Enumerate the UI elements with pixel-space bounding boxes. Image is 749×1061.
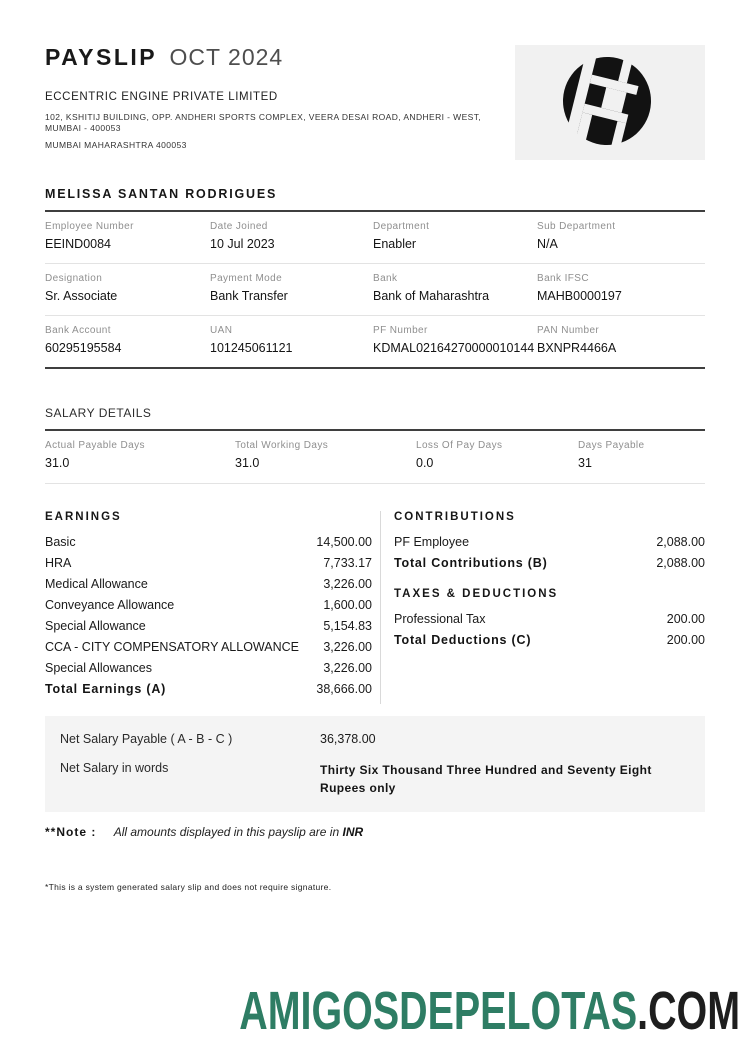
watermark-site-tld: .COM: [637, 981, 740, 1041]
field-bank-account: Bank Account 60295195584: [45, 325, 122, 355]
field-designation: Designation Sr. Associate: [45, 273, 118, 303]
net-salary-payable-row: Net Salary Payable ( A - B - C ) 36,378.00: [60, 732, 376, 746]
table-row: [45, 212, 705, 263]
field-loss-of-pay-days: Loss Of Pay Days 0.0: [416, 440, 503, 470]
field-employee-number: Employee Number EEIND0084: [45, 221, 134, 251]
employee-name: MELISSA SANTAN RODRIGUES: [45, 187, 278, 201]
field-pf-number: PF Number KDMAL02164270000010144: [373, 325, 535, 355]
earning-row: Special Allowance 5,154.83: [45, 619, 372, 633]
payslip-title: PAYSLIP: [45, 44, 158, 70]
total-deductions-row: Total Deductions (C) 200.00: [394, 633, 705, 647]
deductions-column: [381, 511, 705, 704]
company-address-line1: 102, KSHITIJ BUILDING, OPP. ANDHERI SPORTS COMPLEX, VEERA DESAI ROAD, ANDHERI - WEST, MUMBAI - 400053: [45, 112, 482, 133]
system-generated-disclaimer: *This is a system generated salary slip and does not require signature.: [45, 882, 332, 892]
field-days-payable: Days Payable 31: [578, 440, 645, 470]
salary-details-heading: SALARY DETAILS: [45, 406, 152, 420]
taxes-deductions-heading: TAXES & DEDUCTIONS: [394, 588, 559, 600]
earning-row: Basic 14,500.00: [45, 535, 372, 549]
note-line: **Note : All amounts displayed in this payslip are in INR: [45, 825, 364, 839]
field-sub-department: Sub Department N/A: [537, 221, 616, 251]
field-actual-payable-days: Actual Payable Days 31.0: [45, 440, 145, 470]
eccentric-engine-ball-icon: [515, 45, 705, 160]
table-row: [45, 263, 705, 315]
field-bank-ifsc: Bank IFSC MAHB0000197: [537, 273, 622, 303]
earning-row: Conveyance Allowance 1,600.00: [45, 598, 372, 612]
total-contributions-row: Total Contributions (B) 2,088.00: [394, 556, 705, 570]
field-pan-number: PAN Number BXNPR4466A: [537, 325, 617, 355]
contributions-heading: CONTRIBUTIONS: [394, 511, 516, 523]
earning-row: Medical Allowance 3,226.00: [45, 577, 372, 591]
net-salary-in-words: Thirty Six Thousand Three Hundred and Seventy Eight Rupees only: [320, 763, 652, 795]
field-uan: UAN 101245061121: [210, 325, 293, 355]
company-address-line2: MUMBAI MAHARASHTRA 400053: [45, 140, 187, 150]
employee-details-table: [45, 210, 705, 369]
payslip-period: OCT 2024: [169, 44, 284, 70]
watermark-site-name: AMIGOSDEPELOTAS: [239, 981, 638, 1041]
net-salary-value: 36,378.00: [320, 732, 376, 746]
total-earnings-row: Total Earnings (A) 38,666.00: [45, 682, 372, 696]
watermark: [239, 981, 740, 1041]
table-row: [45, 315, 705, 367]
net-salary-words-row: Net Salary in words Thirty Six Thousand Three Hundred and Seventy Eight Rupees only: [60, 761, 690, 797]
company-name: ECCENTRIC ENGINE PRIVATE LIMITED: [45, 91, 278, 103]
field-date-joined: Date Joined 10 Jul 2023: [210, 221, 275, 251]
earnings-deductions-section: [45, 511, 705, 704]
field-total-working-days: Total Working Days 31.0: [235, 440, 329, 470]
field-payment-mode: Payment Mode Bank Transfer: [210, 273, 288, 303]
earnings-heading: EARNINGS: [45, 511, 122, 523]
earning-row: Special Allowances 3,226.00: [45, 661, 372, 675]
salary-days-row: [45, 429, 705, 484]
net-salary-box: [45, 716, 705, 812]
payslip-content: [45, 44, 705, 892]
earning-row: CCA - CITY COMPENSATORY ALLOWANCE 3,226.00: [45, 640, 372, 654]
field-department: Department Enabler: [373, 221, 430, 251]
earnings-column: [45, 511, 381, 704]
spacer: [394, 578, 705, 588]
tax-row: Professional Tax 200.00: [394, 612, 705, 626]
earning-row: HRA 7,733.17: [45, 556, 372, 570]
field-bank: Bank Bank of Maharashtra: [373, 273, 490, 303]
contribution-row: PF Employee 2,088.00: [394, 535, 705, 549]
company-logo: [515, 45, 705, 160]
